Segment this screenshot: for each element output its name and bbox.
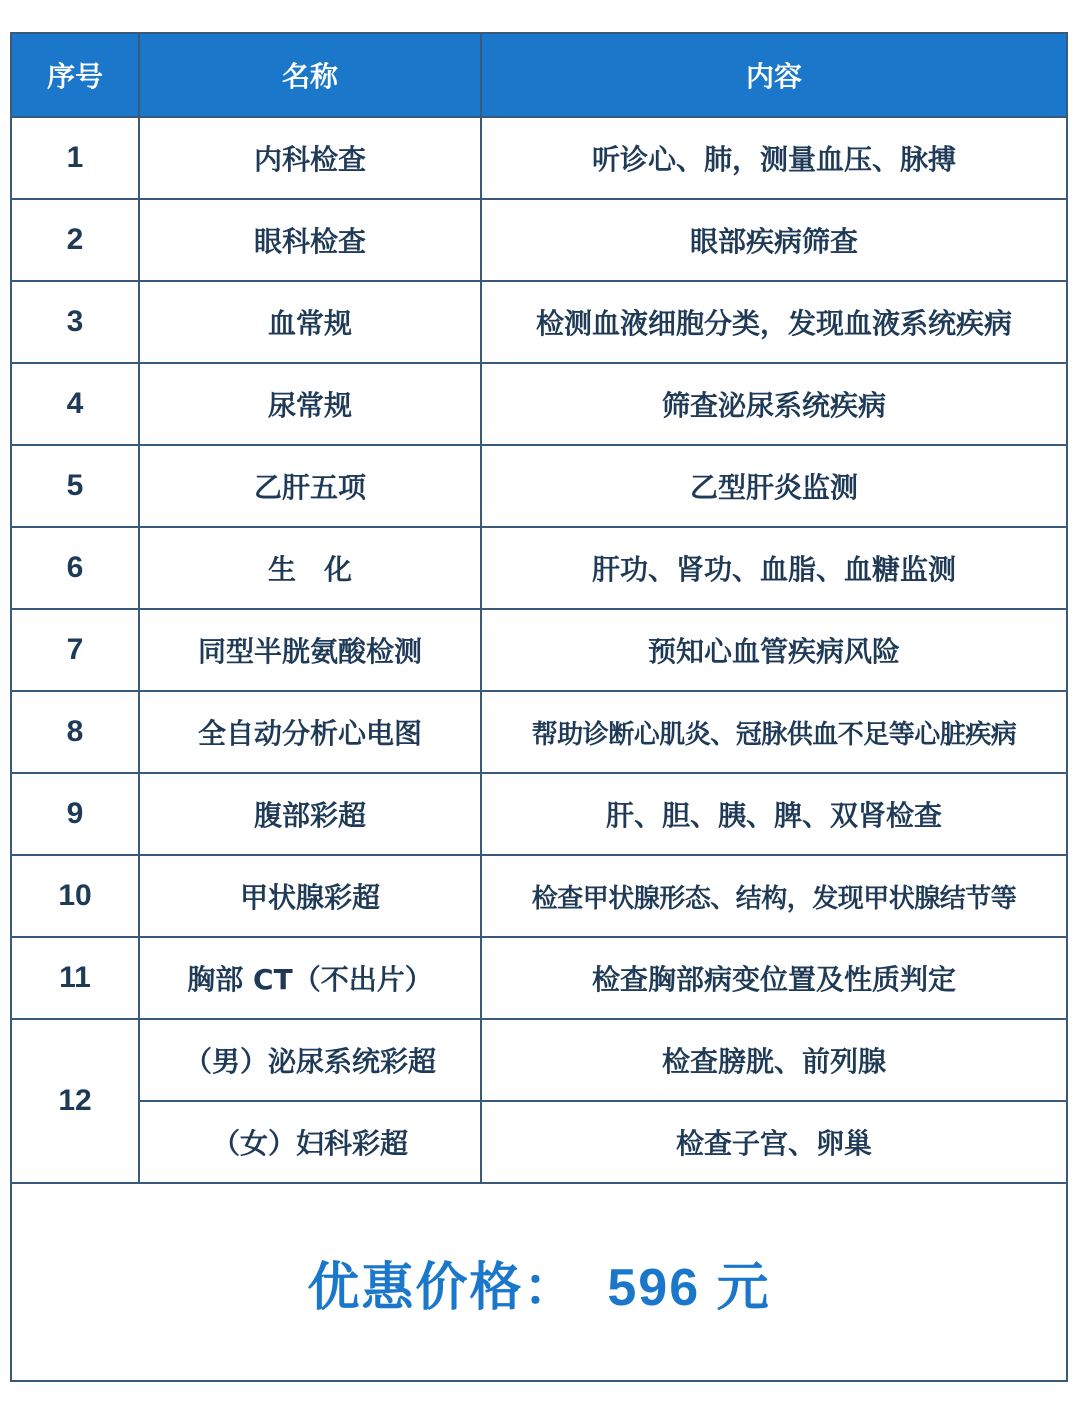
row-item-content: 肝功、肾功、血脂、血糖监测 <box>481 527 1066 609</box>
table-row <box>12 117 1066 199</box>
row-item-name: 尿常规 <box>139 363 481 445</box>
row-item-name: 眼科检查 <box>139 199 481 281</box>
price-label: 优惠价格： <box>307 1257 578 1318</box>
package-table-frame <box>10 32 1068 1382</box>
row-item-content: 乙型肝炎监测 <box>481 445 1066 527</box>
row-item-name: 内科检查 <box>139 117 481 199</box>
row-index: 6 <box>12 527 139 609</box>
header-content: 内容 <box>481 34 1066 117</box>
table-row <box>12 937 1066 1019</box>
row-item-content: 帮助诊断心肌炎、冠脉供血不足等心脏疾病 <box>481 691 1066 773</box>
row-index: 2 <box>12 199 139 281</box>
price-section <box>12 1184 1066 1380</box>
header-name: 名称 <box>139 34 481 117</box>
price-amount: 596 元 <box>607 1258 771 1317</box>
table-row <box>12 1101 1066 1183</box>
row-index: 11 <box>12 937 139 1019</box>
row-index: 5 <box>12 445 139 527</box>
row-item-content: 检查胸部病变位置及性质判定 <box>481 937 1066 1019</box>
row-item-content: 预知心血管疾病风险 <box>481 609 1066 691</box>
table-row <box>12 691 1066 773</box>
row-index: 10 <box>12 855 139 937</box>
row-item-content-female: 检查子宫、卵巢 <box>481 1101 1066 1183</box>
row-item-name-male: （男）泌尿系统彩超 <box>139 1019 481 1101</box>
row-index: 12 <box>12 1019 139 1183</box>
table-row <box>12 281 1066 363</box>
table-row <box>12 199 1066 281</box>
row-item-content-male: 检查膀胱、前列腺 <box>481 1019 1066 1101</box>
row-item-name: 同型半胱氨酸检测 <box>139 609 481 691</box>
row-item-content: 检查甲状腺形态、结构，发现甲状腺结节等 <box>481 855 1066 937</box>
row-item-content: 听诊心、肺，测量血压、脉搏 <box>481 117 1066 199</box>
row-item-name-female: （女）妇科彩超 <box>139 1101 481 1183</box>
row-item-name: 乙肝五项 <box>139 445 481 527</box>
row-item-name: 甲状腺彩超 <box>139 855 481 937</box>
row-item-content: 筛查泌尿系统疾病 <box>481 363 1066 445</box>
row-index: 3 <box>12 281 139 363</box>
table-row <box>12 609 1066 691</box>
table-row <box>12 773 1066 855</box>
table-row <box>12 527 1066 609</box>
discount-price <box>307 1245 770 1320</box>
row-index: 8 <box>12 691 139 773</box>
row-item-name: 全自动分析心电图 <box>139 691 481 773</box>
header-index: 序号 <box>12 34 139 117</box>
row-index: 7 <box>12 609 139 691</box>
row-item-content: 检测血液细胞分类，发现血液系统疾病 <box>481 281 1066 363</box>
row-item-content: 眼部疾病筛查 <box>481 199 1066 281</box>
row-item-name: 胸部 CT（不出片） <box>139 937 481 1019</box>
table-row <box>12 1019 1066 1101</box>
row-index: 4 <box>12 363 139 445</box>
row-item-name: 腹部彩超 <box>139 773 481 855</box>
table-row <box>12 855 1066 937</box>
checkup-package-table <box>12 34 1066 1184</box>
table-row <box>12 445 1066 527</box>
row-index: 1 <box>12 117 139 199</box>
row-item-content: 肝、胆、胰、脾、双肾检查 <box>481 773 1066 855</box>
row-item-name: 血常规 <box>139 281 481 363</box>
row-index: 9 <box>12 773 139 855</box>
table-row <box>12 363 1066 445</box>
table-header-row <box>12 34 1066 117</box>
row-item-name: 生 化 <box>139 527 481 609</box>
